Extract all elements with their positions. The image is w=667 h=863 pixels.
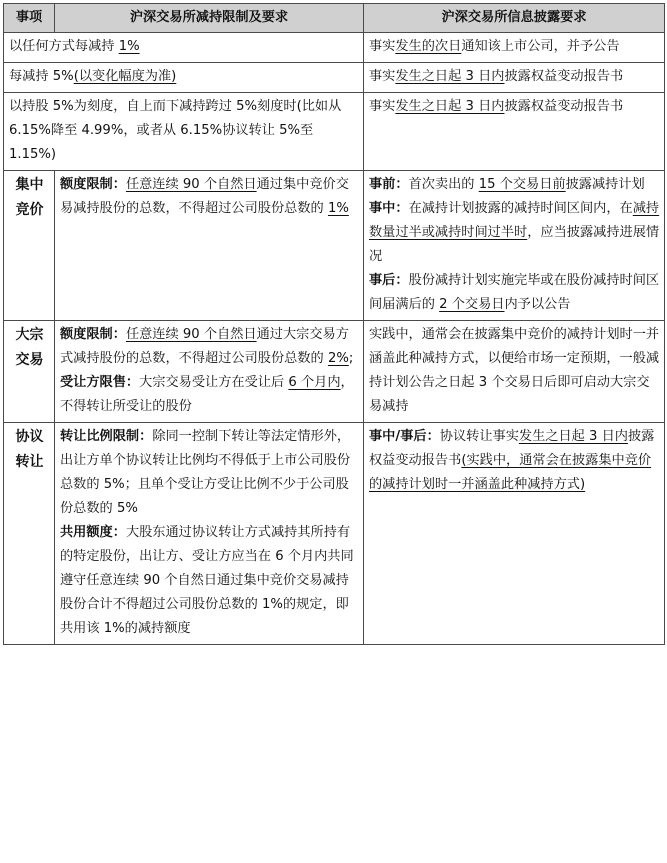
disclosure-cell [364,171,665,321]
text-run: 通过集中竞价交易减持股份的总数，不得超过公司股份总数的 [60,177,349,216]
text-run: 每减持 5% [9,69,74,84]
disclosure-rules-table [3,3,665,645]
table-row [4,33,665,63]
text-run: 首次卖出的 [408,177,479,192]
text-run: ，不得转让所受让的股份 [60,375,354,414]
text-run: 在减持计划披露的减持时间区间内，在 [408,201,633,216]
bold-label: 转让比例限制： [60,429,153,444]
text-run: ; [348,351,354,366]
text-run: 协议转让事实 [439,429,519,444]
underlined-text: 1% [118,39,140,54]
disclosure-cell [364,93,665,171]
paragraph [60,371,359,419]
text-run: 披露权益变动报告书 [504,99,624,114]
text-run: 股份减持计划实施完毕或在股份减持时间区间届满后的 [369,273,660,312]
underlined-text: 减持数量过半或减持时间过半时 [369,201,660,240]
category-label [4,171,55,321]
text-run: 事实 [369,39,396,54]
text-run: 大宗交易受让方在受让后 [139,375,289,390]
underlined-text: 发生之日起 3 日内 [395,99,505,114]
text-run: 披露减持计划 [565,177,645,192]
bold-label: 事前： [369,177,409,192]
underlined-text: 任意连续 90 个自然日 [125,327,257,342]
text-run: 事实 [369,69,396,84]
header-limits: 沪深交易所减持限制及要求 [55,4,364,33]
category-line: 竞价 [15,202,44,218]
underlined-text: 发生的次日 [395,39,462,54]
disclosure-cell [364,33,665,63]
category-line: 转让 [15,454,44,470]
text-run: ，应当披露减持进展情况 [369,225,660,264]
underlined-text: 任意连续 90 个自然日 [125,177,257,192]
category-line: 集中 [15,177,44,193]
disclosure-cell [364,321,665,423]
limit-cell [4,63,364,93]
table-row [4,93,665,171]
text-run: 实践中，通常会在披露集中竞价的减持计划时一并涵盖此种减持方式，以便给市场一定预期，一般减持计划公告之日起 3 个交易日后即可启动大宗交易减持 [369,327,660,414]
header-disclosure: 沪深交易所信息披露要求 [364,4,665,33]
table-row-agreement-transfer [4,423,665,645]
underlined-text: 2% [327,351,349,366]
bold-label: 额度限制： [60,177,126,192]
table-row-centralized-bidding [4,171,665,321]
limit-cell [4,93,364,171]
text-run: 以任何方式每减持 [9,39,119,54]
text-run: 披露权益变动报告书 [504,69,624,84]
category-line: 协议 [15,429,44,445]
paragraph [369,197,660,269]
bold-label: 事中： [369,201,409,216]
paragraph [60,521,359,641]
text-run: 通过大宗交易方式减持股份的总数，不得超过公司股份总数的 [60,327,349,366]
category-line: 交易 [15,352,44,368]
bold-label: 事中/事后： [369,429,440,444]
text-run: 大股东通过协议转让方式减持其所持有的特定股份，出让方、受让方应当在 6 个月内共同遵守任意连续 90 个自然日通过集中竞价交易减持股份合计不得超过公司股份总数的 1%的规定，即共用该 1%的减持额度 [60,525,354,636]
underlined-text: 15 个交易日前 [478,177,566,192]
underlined-text: 6 个月内 [288,375,341,390]
disclosure-cell [364,63,665,93]
text-run: 披露权益变动报告书 [369,429,655,468]
limit-cell [55,321,364,423]
text-run: 除同一控制下转让等法定情形外，出让方单个协议转让比例均不得低于上市公司股份总数的 5%；且单个受让方受让比例不少于公司股份总数的 5% [60,429,351,516]
table-row [4,63,665,93]
underlined-text: 2 个交易日 [439,297,505,312]
category-line: 大宗 [15,327,44,343]
underlined-text: (实践中，通常会在披露集中竞价的减持计划时一并涵盖此种减持方式) [369,453,652,492]
table-row-block-trade [4,321,665,423]
paragraph [60,323,359,371]
paragraph [369,269,660,317]
paragraph [369,323,660,419]
limit-cell [55,423,364,645]
table-header-row [4,4,665,33]
text-run: 事实 [369,99,396,114]
underlined-text: (以变化幅度为准) [73,69,177,84]
paragraph [369,173,660,197]
category-label [4,321,55,423]
paragraph [369,425,660,497]
bold-label: 共用额度： [60,525,126,540]
category-label [4,423,55,645]
underlined-text: 发生之日起 3 日内 [518,429,628,444]
limit-cell [4,33,364,63]
paragraph [60,425,359,521]
text-run: 通知该上市公司，并予公告 [461,39,620,54]
underlined-text: 发生之日起 3 日内 [395,69,505,84]
bold-label: 额度限制： [60,327,126,342]
limit-cell [55,171,364,321]
bold-label: 事后： [369,273,409,288]
underlined-text: 1% [327,201,349,216]
disclosure-cell [364,423,665,645]
bold-label: 受让方限售： [60,375,140,390]
text-run: 以持股 5%为刻度，自上而下减持跨过 5%刻度时(比如从 6.15%降至 4.99%，或者从 6.15%协议转让 5%至 1.15%) [9,99,342,162]
paragraph [60,173,359,221]
header-item: 事项 [4,4,55,33]
text-run: 内予以公告 [504,297,571,312]
